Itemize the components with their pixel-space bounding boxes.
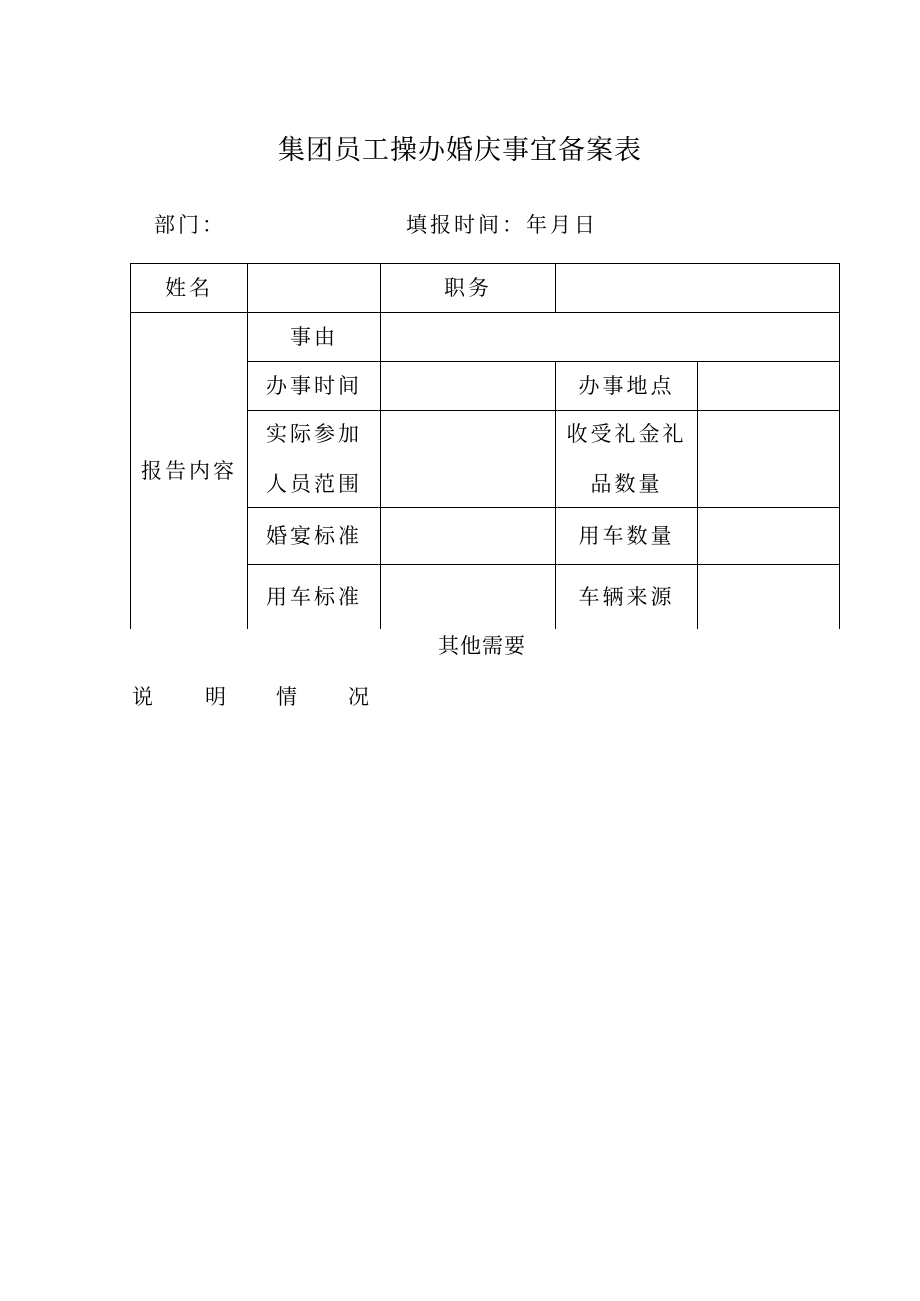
event-time-field[interactable] [381, 362, 555, 410]
position-field[interactable] [556, 264, 839, 312]
other-needs-label: 其他需要 [438, 634, 526, 658]
explain-char: 情 [276, 685, 297, 709]
explain-char: 明 [205, 685, 226, 709]
event-time-label: 办事时间 [266, 374, 362, 398]
banquet-standard-field[interactable] [381, 508, 555, 564]
form-title: 集团员工操办婚庆事宜备案表 [278, 135, 642, 166]
name-label: 姓名 [165, 276, 213, 300]
report-content-label: 报告内容 [141, 459, 237, 483]
name-field[interactable] [248, 264, 380, 312]
participants-label-line1: 实际参加 [266, 422, 362, 446]
vehicle-source-field[interactable] [698, 565, 839, 629]
position-label: 职务 [444, 276, 492, 300]
event-place-label: 办事地点 [578, 374, 675, 398]
participants-field[interactable] [381, 411, 555, 507]
gifts-field[interactable] [698, 411, 839, 507]
explain-char: 况 [348, 685, 369, 709]
vehicle-source-label: 车辆来源 [578, 585, 675, 609]
table-border-right [839, 263, 840, 629]
participants-label-line2: 人员范围 [266, 472, 362, 496]
vehicle-count-field[interactable] [698, 508, 839, 564]
event-place-field[interactable] [698, 362, 839, 410]
reason-label: 事由 [290, 325, 338, 349]
participants-label [248, 411, 380, 507]
reason-field[interactable] [381, 313, 839, 361]
gifts-label [556, 411, 697, 507]
gifts-label-line1: 收受礼金礼 [566, 422, 687, 446]
gifts-label-line2: 品数量 [590, 472, 663, 496]
banquet-standard-label: 婚宴标准 [266, 524, 362, 548]
fill-time-label: 填报时间：年月日 [406, 213, 598, 237]
department-label: 部门： [154, 213, 226, 237]
explain-char: 说 [132, 685, 153, 709]
vehicle-standard-field[interactable] [381, 565, 555, 629]
vehicle-count-label: 用车数量 [578, 524, 675, 548]
vehicle-standard-label: 用车标准 [266, 585, 362, 609]
